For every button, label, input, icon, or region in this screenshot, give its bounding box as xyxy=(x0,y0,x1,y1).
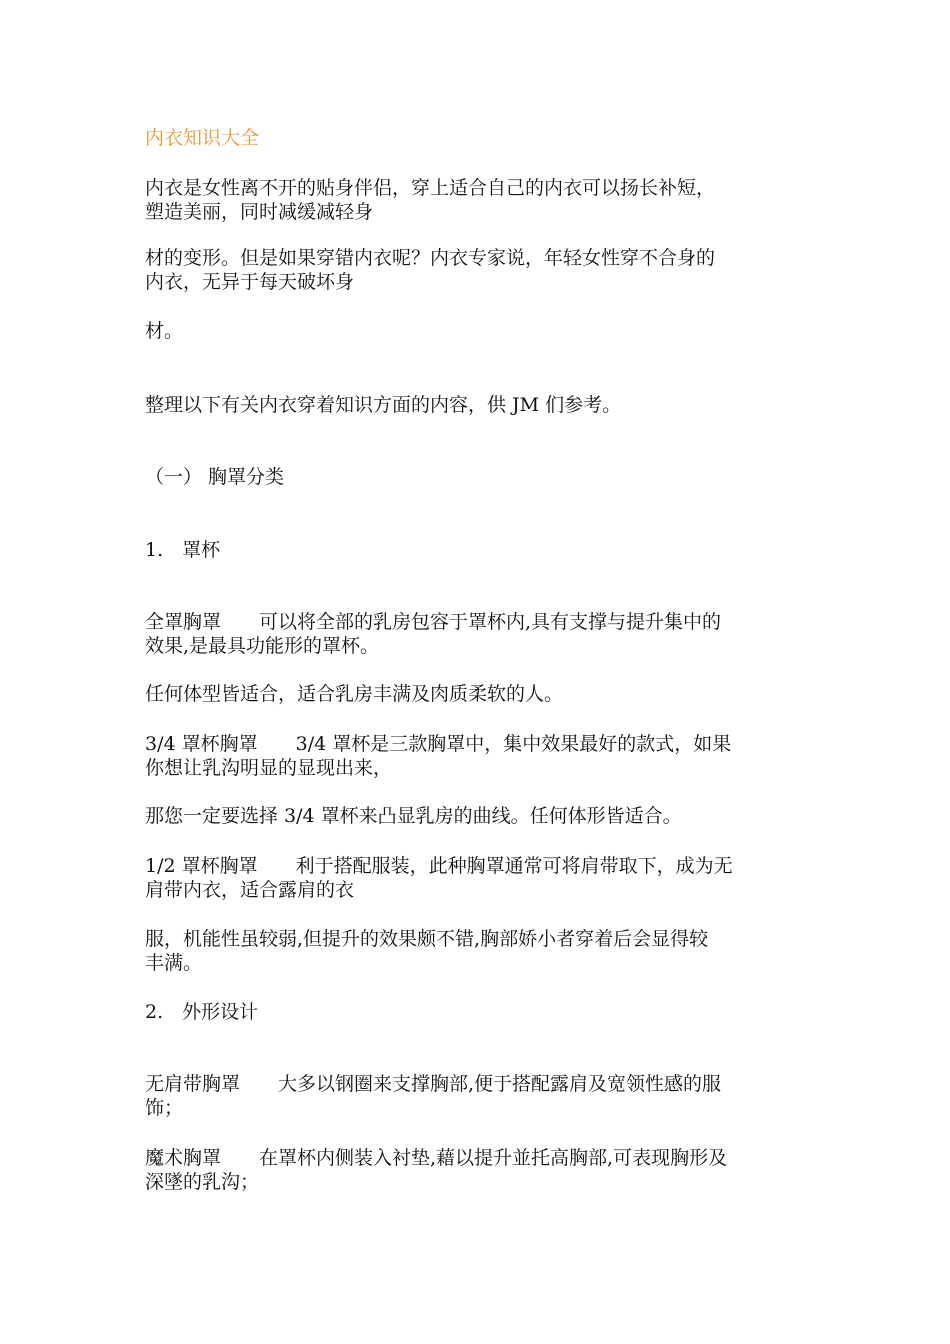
intro-line-4: 内衣，无异于每天破坏身 xyxy=(145,271,355,293)
full-cup-line-2: 效果,是最具功能形的罩杯。 xyxy=(145,635,380,657)
full-cup-line-3: 任何体型皆适合，适合乳房丰满及肉质柔软的人。 xyxy=(145,683,564,705)
magic-bra-line-2: 深墜的乳沟； xyxy=(145,1171,260,1193)
section-heading-bra-types: （一） 胸罩分类 xyxy=(145,466,285,488)
intro-line-1: 内衣是女性离不开的贴身伴侣，穿上适合自己的内衣可以扬长补短， xyxy=(145,177,716,199)
strapless-line-1: 无肩带胸罩 大多以钢圈来支撑胸部,便于搭配露肩及宽领性感的服 xyxy=(145,1073,722,1095)
strapless-line-2: 饰； xyxy=(145,1097,184,1119)
intro-summary: 整理以下有关内衣穿着知识方面的内容，供 JM 们参考。 xyxy=(145,394,622,416)
subsection-heading-shape: 2. 外形设计 xyxy=(145,1001,259,1023)
half-cup-line-2: 肩带内衣，适合露肩的衣 xyxy=(145,879,355,901)
three-quarter-cup-line-3: 那您一定要选择 3/4 罩杯来凸显乳房的曲线。任何体形皆适合。 xyxy=(145,805,682,827)
magic-bra-line-1: 魔术胸罩 在罩杯内侧装入衬垫,藉以提升並托高胸部,可表现胸形及 xyxy=(145,1147,728,1169)
intro-line-3: 材的变形。但是如果穿错内衣呢？内衣专家说，年轻女性穿不合身的 xyxy=(145,247,716,269)
three-quarter-cup-line-2: 你想让乳沟明显的显现出来， xyxy=(145,757,393,779)
document-title: 内衣知识大全 xyxy=(145,127,260,149)
intro-line-5: 材。 xyxy=(145,320,184,342)
subsection-heading-cups: 1. 罩杯 xyxy=(145,539,221,561)
full-cup-line-1: 全罩胸罩 可以将全部的乳房包容于罩杯内,具有支撑与提升集中的 xyxy=(145,611,722,633)
half-cup-line-1: 1/2 罩杯胸罩 利于搭配服装，此种胸罩通常可将肩带取下，成为无 xyxy=(145,855,733,877)
intro-line-2: 塑造美丽，同时减缓减轻身 xyxy=(145,201,374,223)
half-cup-line-3: 服，机能性虽较弱,但提升的效果颇不错,胸部娇小者穿着后会显得较 xyxy=(145,928,709,950)
half-cup-line-4: 丰满。 xyxy=(145,952,203,974)
three-quarter-cup-line-1: 3/4 罩杯胸罩 3/4 罩杯是三款胸罩中，集中效果最好的款式，如果 xyxy=(145,733,732,755)
